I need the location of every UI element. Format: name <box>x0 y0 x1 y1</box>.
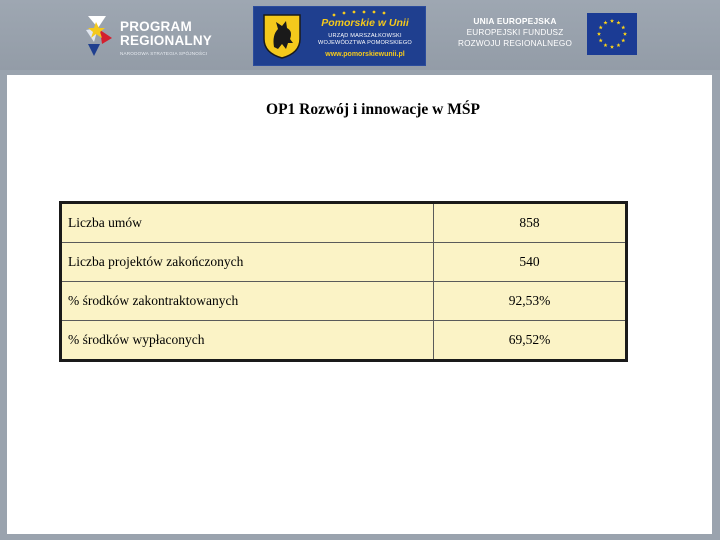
row-label: Liczba umów <box>61 203 434 243</box>
pomorskie-logo-line1: URZĄD MARSZAŁKOWSKI <box>328 33 402 39</box>
slide-title: OP1 Rozwój i innowacje w MŚP <box>266 101 480 118</box>
pomorskie-logo-url: www.pomorskiewunii.pl <box>325 51 405 58</box>
table-row <box>61 203 627 243</box>
row-value: 92,53% <box>434 282 627 321</box>
star-mark-icon <box>84 14 114 58</box>
row-label: % środków wypłaconych <box>61 321 434 361</box>
slide-content <box>7 75 712 534</box>
row-label: % środków zakontraktowanych <box>61 282 434 321</box>
eu-logo-line3: ROZWOJU REGIONALNEGO <box>457 39 573 48</box>
program-logo-line1: PROGRAM <box>120 19 192 34</box>
eu-logo-line2: EUROPEJSKI FUNDUSZ <box>466 28 564 37</box>
program-regionalny-logo <box>84 14 234 60</box>
eu-flag-icon <box>587 13 637 55</box>
pomorskie-w-unii-logo <box>253 6 426 66</box>
program-logo-tagline: NARODOWA STRATEGIA SPÓJNOŚCI <box>120 51 208 56</box>
eu-logo-text <box>452 16 578 49</box>
pomorskie-logo-line2: WOJEWÓDZTWA POMORSKIEGO <box>318 40 412 46</box>
row-value: 858 <box>434 203 627 243</box>
table-row <box>61 282 627 321</box>
pomorskie-logo-title: Pomorskie w Unii <box>321 17 409 29</box>
eu-logo-line1: UNIA EUROPEJSKA <box>473 16 557 26</box>
row-value: 540 <box>434 243 627 282</box>
row-value: 69,52% <box>434 321 627 361</box>
griffin-shield-icon <box>262 13 302 59</box>
program-logo-line2: REGIONALNY <box>120 33 213 48</box>
row-label: Liczba projektów zakończonych <box>61 243 434 282</box>
table-row <box>61 243 627 282</box>
header-banner <box>0 0 720 70</box>
statistics-table <box>59 201 628 362</box>
table-row <box>61 321 627 361</box>
